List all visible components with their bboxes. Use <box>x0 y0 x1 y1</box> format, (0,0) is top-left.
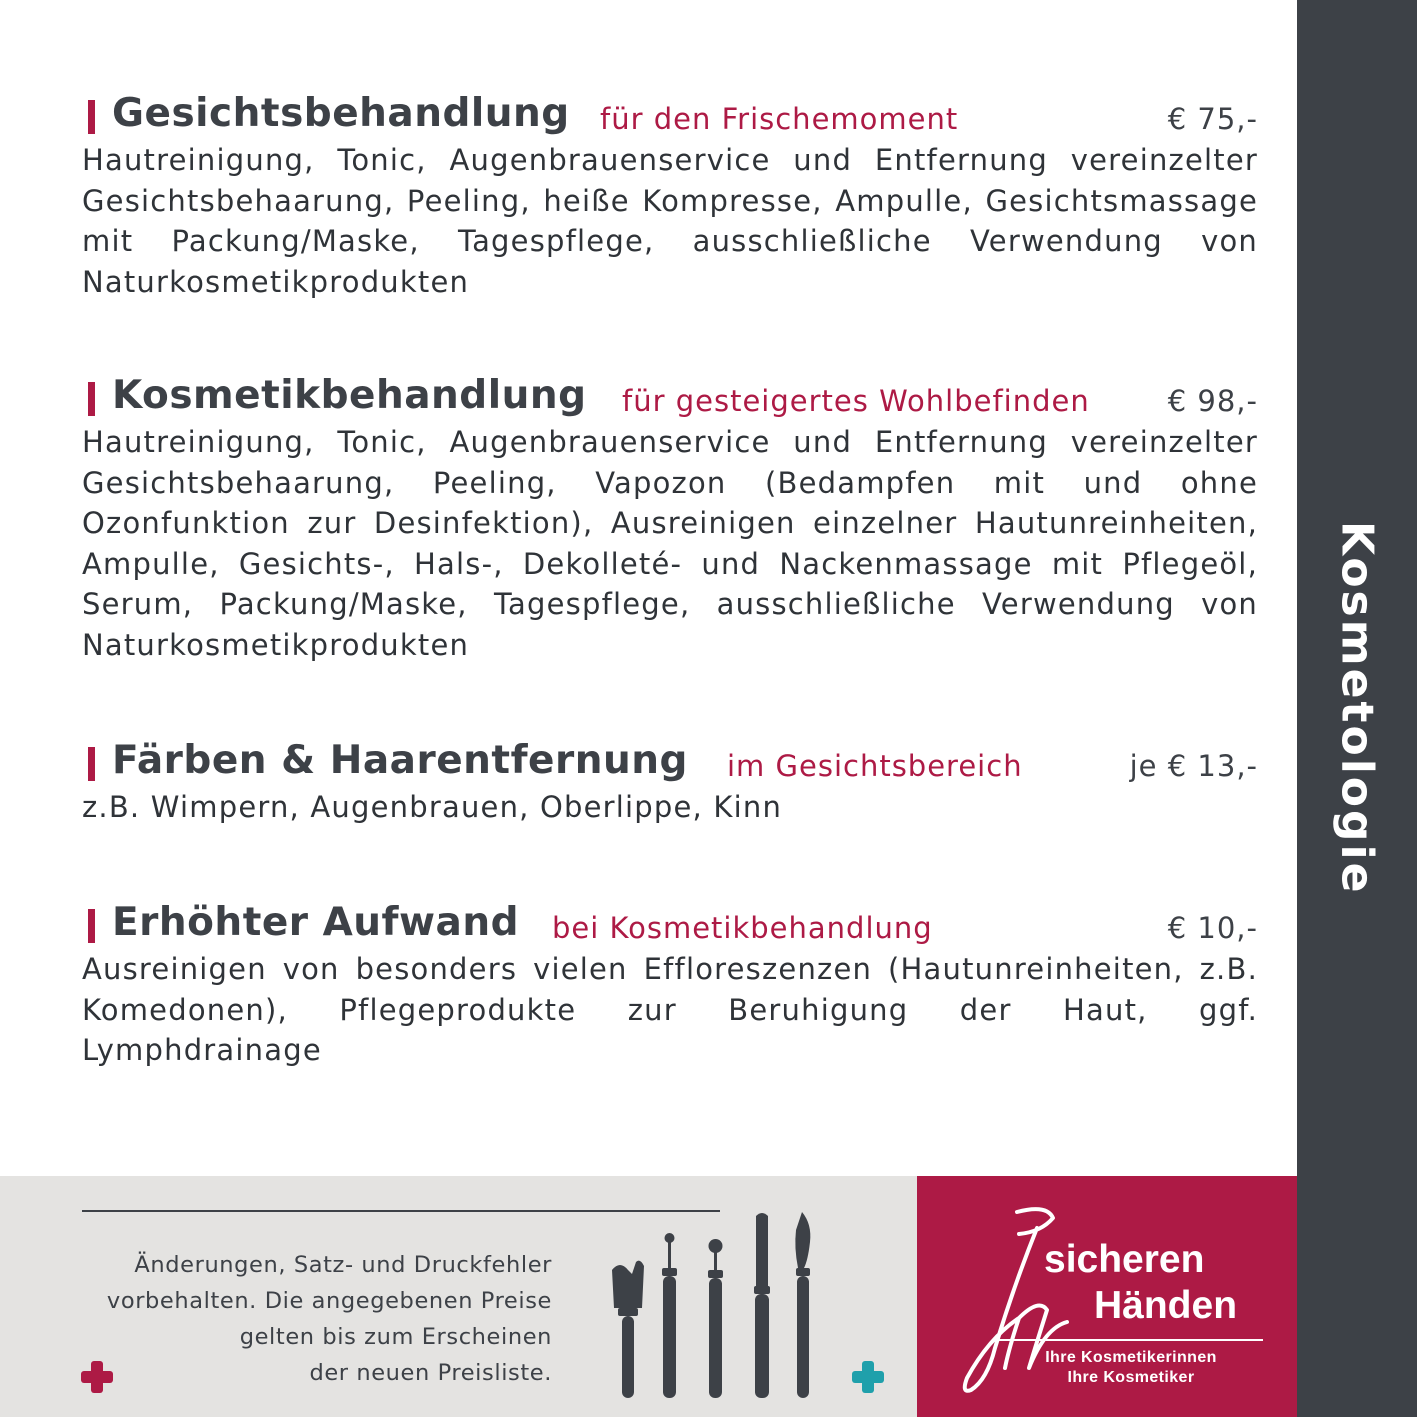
cross-icon-red <box>80 1360 114 1394</box>
service-title: Färben & Haarentfernung <box>112 738 688 783</box>
disclaimer-line: der neuen Preisliste. <box>309 1360 552 1386</box>
service-faerben-haarentfernung <box>82 737 1258 828</box>
service-gesichtsbehandlung <box>82 90 1258 302</box>
service-price: € 10,- <box>1167 911 1258 945</box>
service-header <box>82 372 1258 422</box>
service-header <box>82 737 1258 787</box>
service-subtitle: für den Frischemoment <box>600 102 959 136</box>
service-price: je € 13,- <box>1129 749 1258 783</box>
disclaimer-line: gelten bis zum Erscheinen <box>239 1324 552 1350</box>
accent-bar <box>88 747 95 781</box>
sidebar-label: Kosmetologie <box>1331 520 1383 896</box>
brand-word-haenden: Händen <box>1094 1284 1238 1327</box>
accent-bar <box>88 909 95 943</box>
service-erhoehter-aufwand <box>82 899 1258 1071</box>
brand-tagline <box>1011 1348 1251 1388</box>
service-header <box>82 90 1258 140</box>
service-subtitle: bei Kosmetikbehandlung <box>552 911 933 945</box>
service-title: Kosmetikbehandlung <box>112 373 587 418</box>
service-header <box>82 899 1258 949</box>
service-description: Ausreinigen von besonders vielen Effloreszenzen (Hautunreinheiten, z.B. Komedonen), Pflegeprodukte zur Beruhigung der Haut, ggf. Lymphdrainage <box>82 952 1258 1068</box>
service-kosmetikbehandlung <box>82 372 1258 666</box>
brand-logo <box>917 1176 1297 1417</box>
brand-divider <box>997 1339 1263 1341</box>
accent-bar <box>88 382 95 416</box>
accent-bar <box>88 100 95 134</box>
service-subtitle: im Gesichtsbereich <box>727 749 1023 783</box>
tagline-line: Ihre Kosmetiker <box>1067 1369 1195 1386</box>
service-description: Hautreinigung, Tonic, Augenbrauenservice und Entfernung vereinzelter Gesichtsbehaarung, Peeling, heiße Kompresse, Ampulle, Gesichtsmassage mit Packung/Maske, Tagespflege, ausschließliche Verwendung von Naturkosmetikprodukten <box>82 143 1258 299</box>
service-subtitle: für gesteigertes Wohlbefinden <box>622 384 1090 418</box>
cross-icon-teal <box>851 1360 885 1394</box>
service-description: z.B. Wimpern, Augenbrauen, Oberlippe, Kinn <box>82 790 783 824</box>
service-price: € 75,- <box>1167 102 1258 136</box>
service-title: Erhöhter Aufwand <box>112 900 520 945</box>
disclaimer-line: vorbehalten. Die angegebenen Preise <box>106 1288 552 1314</box>
cosmetic-tools-icon <box>598 1208 820 1398</box>
tagline-line: Ihre Kosmetikerinnen <box>1045 1349 1217 1366</box>
service-description: Hautreinigung, Tonic, Augenbrauenservice und Entfernung vereinzelter Gesichtsbehaarung, Peeling, Vapozon (Bedampfen mit und ohne Ozonfunktion zur Desinfektion), Ausreinigen einzelner Hautunreinheiten, Ampulle, Gesichts-, Hals-, Dekolleté- und Nackenmassage mit Pflegeöl, Serum, Packung/Maske, Tagespflege, ausschließliche Verwendung von Naturkosmetikprodukten <box>82 425 1258 662</box>
brand-word-sicheren: sicheren <box>1044 1238 1205 1281</box>
service-title: Gesichtsbehandlung <box>112 91 570 136</box>
service-price: € 98,- <box>1167 384 1258 418</box>
disclaimer <box>60 1247 552 1391</box>
disclaimer-line: Änderungen, Satz- und Druckfehler <box>134 1252 552 1278</box>
